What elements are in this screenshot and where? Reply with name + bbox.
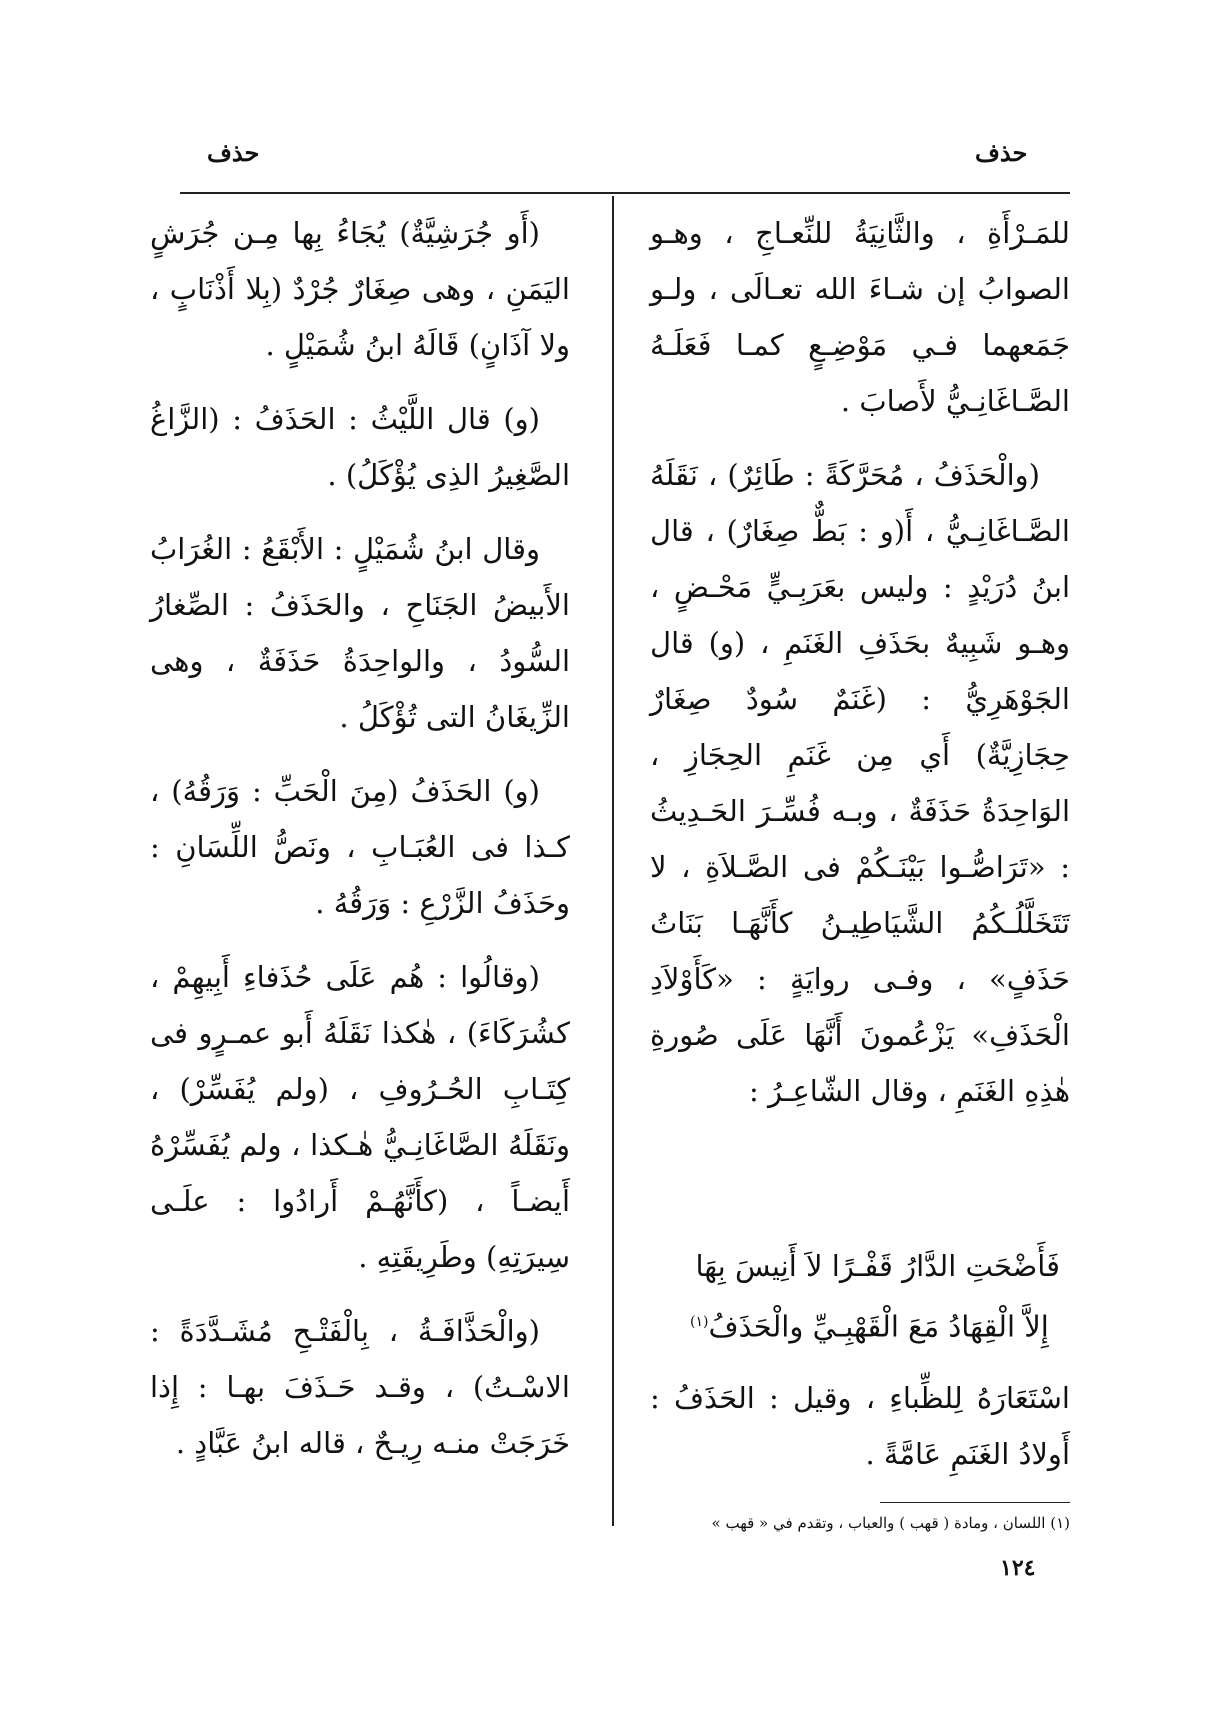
column-divider <box>612 196 614 1526</box>
verse-text: إِلاَّ الْقِهَادُ مَعَ الْقَهْبِـيِّ والْحَذَفُ <box>708 1309 1049 1344</box>
header-word-left: حذف <box>207 138 260 167</box>
right-paragraph: (والْحَذَفُ ، مُحَرَّكَةً : طَائِرٌ) ، نَقَلَهُ الصَّـاغَانِـيُّ ، أَ(و : بَطٌّ صِغَارٌ) ، قال ابنُ دُرَيْدٍ : وليس بعَرَبِـيٍّ مَحْـضٍ ، وهـو شَبِيهٌ بحَذَفِ الغَنَمِ ، (و) قال الجَوْهَرِيُّ : (غَنَمٌ سُودٌ صِغَارٌ حِجَازِيَّةٌ) أَي مِن غَنَمِ الحِجَازِ ، الوَاحِدَةُ حَذَفَةٌ ، وبـه فُسِّـرَ الحَـدِيثُ : «تَرَاصُّـوا بَيْنَـكُمْ فى الصَّـلاَةِ ، لا تَتَخَلَّلُـكُمُ الشَّيَاطِيـنُ كأَنَّهَـا بَنَاتُ حَذَفٍ» ، وفـى روايَةٍ : «كَأَوْلاَدِ الْحَذَفِ» يَزْعُمونَ أَنَّهَا عَلَى صُورةِ هٰذِهِ الغَنَمِ ، وقال الشّاعِـرُ : <box>650 458 1070 1108</box>
verse-line: فَأَضْحَتِ الدَّارُ قَفْـرًا لاَ أَنِيسَ بِهَا <box>695 1249 1060 1283</box>
left-paragraph: (و) الحَذَفُ (مِنَ الْحَبِّ : وَرَقُهُ) ، كـذا فى العُبَـابِ ، ونَصُّ اللِّسَانِ : وحَذَفُ الزَّرْعِ : وَرَقُهُ . <box>150 774 570 920</box>
right-paragraph: اسْتَعَارَهُ لِلظِّباءِ ، وقيل : الحَذَفُ : أَولادُ الغَنَمِ عَامَّةً . <box>650 1381 1070 1471</box>
left-paragraph: (أَو جُرَشِيَّةٌ) يُجَاءُ بِها مِـن جُرَشٍ اليَمَنِ ، وهى صِغَارٌ جُرْدٌ (بِلا أَذْنَابٍ ، ولا آذَانٍ) قَالَهُ ابنُ شُمَيْلٍ . <box>150 216 570 362</box>
right-column <box>650 205 1070 1137</box>
footnote-rule <box>880 1502 1070 1503</box>
footnote-marker: (١) <box>690 1314 709 1330</box>
verse-line <box>690 1294 1060 1355</box>
header-rule <box>180 192 1070 194</box>
left-paragraph: (وقالُوا : هُم عَلَى حُذَفاءِ أَبِيهِمْ ، كشُرَكَاءَ) ، هٰكذا نَقَلَهُ أَبو عمـرٍو فى كِتَـابِ الحُـرُوفِ ، (ولم يُفَسِّرْ) ، ونَقَلَهُ الصَّاغَانِـيُّ هٰـكذا ، ولم يُفَسِّرْهُ أَيضـاً ، (كأَنَّهُـمْ أَرادُوا : علَـى سِيرَتِهِ) وطَرِيقَتِهِ . <box>150 960 570 1274</box>
left-paragraph: وقال ابنُ شُمَيْلٍ : الأَبْقَعُ : الغُرَابُ الأَبيضُ الجَنَاحِ ، والحَذَفُ : الصِّغارُ السُّودُ ، والواحِدَةُ حَذَفَةٌ ، وهى الزِّيغَانُ التى تُؤْكَلُ . <box>150 532 570 734</box>
left-paragraph: (و) قال اللَّيْثُ : الحَذَفُ : (الزَّاغُ الصَّغِيرُ الذِى يُؤْكَلُ) . <box>150 402 570 492</box>
header-word-right: حذف <box>975 138 1028 167</box>
page-number: ١٢٤ <box>1000 1555 1036 1581</box>
footnote: (١) اللسان ، ومادة ( قهب ) والعباب ، وتقدم في « قهب » <box>711 1514 1070 1532</box>
left-paragraph: (والْحَذَّافَـةُ ، بِالْفَتْـحِ مُشَـدَّدَةً : الاسْـتُ) ، وقـد حَـذَفَ بهـا : إِذا خَرَجَتْ منـه رِيـحٌ ، قاله ابنُ عَبَّادٍ . <box>150 1314 570 1460</box>
left-column <box>150 205 570 1489</box>
right-paragraph: للمَـرْأَةِ ، والثَّانِيَةُ للنِّعـاجِ ، وهـو الصوابُ إن شـاءَ الله تعـالَى ، ولـو جَمَعهما فـي مَوْضِـعٍ كمـا فَعَلَـهُ الصَّـاغَانِـيُّ لأَصابَ . <box>650 216 1070 418</box>
